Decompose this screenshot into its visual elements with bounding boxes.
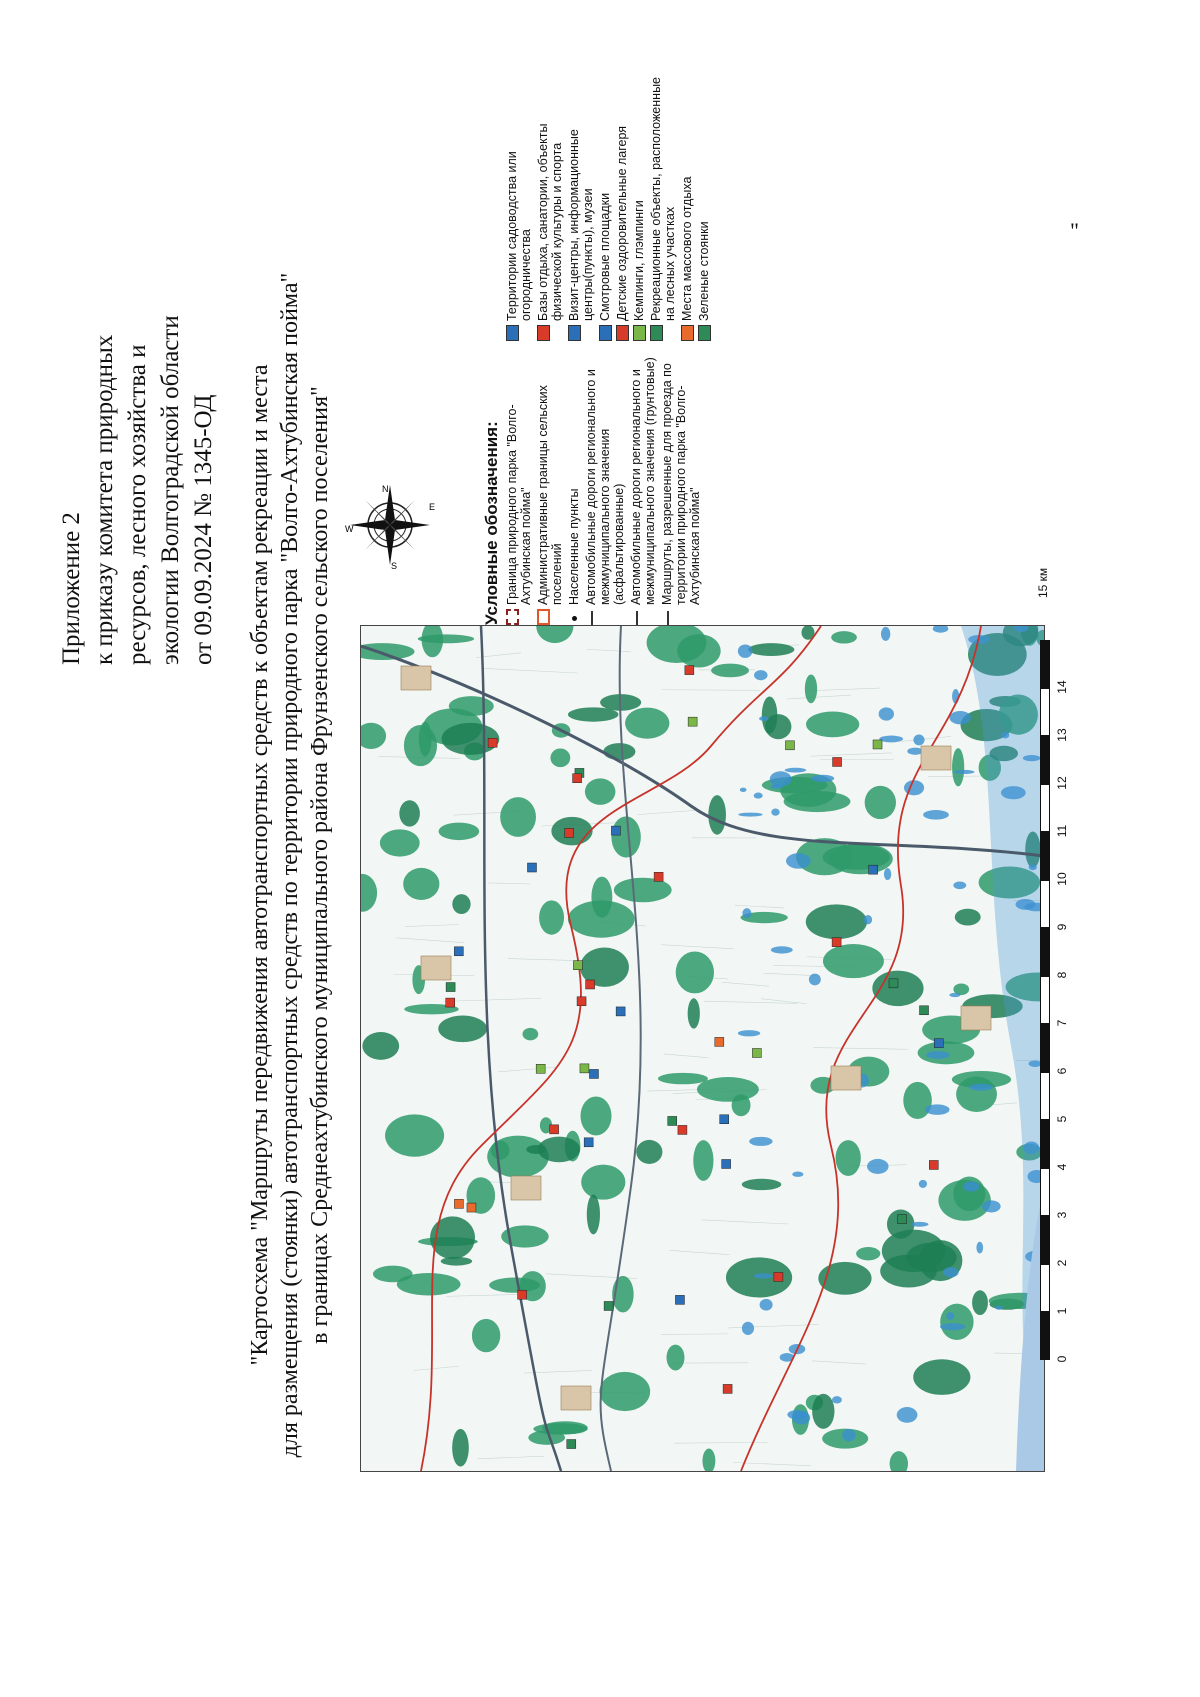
forest-patch xyxy=(439,823,480,840)
line-symbol-icon xyxy=(630,609,643,625)
poi-marker xyxy=(573,961,582,970)
poi-marker xyxy=(580,1064,589,1073)
settlement xyxy=(961,1006,991,1030)
poi-marker xyxy=(833,757,842,766)
header-line: к приказу комитета природных xyxy=(91,334,118,665)
line-symbol-icon xyxy=(585,609,598,625)
forest-patch xyxy=(452,894,470,914)
water-body xyxy=(946,1312,954,1320)
forest-patch xyxy=(430,1216,475,1259)
water-body xyxy=(884,868,891,880)
water-body xyxy=(749,1137,772,1146)
poi-marker xyxy=(678,1125,687,1134)
scale-segment xyxy=(1040,832,1050,880)
water-body xyxy=(879,707,894,720)
poi-marker xyxy=(869,865,878,874)
compass-rose-icon xyxy=(345,480,435,570)
map-canvas[interactable] xyxy=(361,626,1044,1471)
scale-tick-label: 0 xyxy=(1055,1355,1069,1363)
legend-poi-label: Территории садоводства или огородничества xyxy=(505,151,533,321)
scale-tick-label: 2 xyxy=(1055,1259,1069,1267)
poi-marker xyxy=(785,741,794,750)
poi-marker xyxy=(584,1138,593,1147)
legend-item-label: Автомобильные дороги регионального и межмуниципального значения (асфальтированные) xyxy=(584,369,626,605)
forest-patch xyxy=(452,1429,469,1467)
forest-patch xyxy=(913,1359,970,1395)
forest-patch xyxy=(380,829,420,856)
forest-patch xyxy=(587,1194,600,1234)
scale-segment xyxy=(1040,688,1050,736)
scale-tick-label: 3 xyxy=(1055,1211,1069,1219)
forest-patch xyxy=(762,696,778,734)
legend-item xyxy=(584,355,626,625)
poi-marker xyxy=(675,1295,684,1304)
scale-tick-label: 13 xyxy=(1055,728,1069,742)
settlement xyxy=(921,746,951,770)
forest-patch xyxy=(806,904,867,939)
poi-marker xyxy=(565,828,574,837)
legend-item xyxy=(536,355,564,625)
forest-patch xyxy=(697,1077,759,1102)
water-body xyxy=(742,1322,754,1335)
forest-patch xyxy=(784,791,851,812)
poi-marker xyxy=(715,1037,724,1046)
forest-patch xyxy=(526,1145,546,1154)
water-body xyxy=(742,908,751,918)
water-body xyxy=(949,711,970,724)
scale-segment xyxy=(1040,928,1050,976)
admin-symbol-icon xyxy=(537,609,550,625)
scale-segment xyxy=(1040,1264,1050,1312)
water-body xyxy=(786,853,811,868)
water-body xyxy=(738,1030,760,1036)
forest-patch xyxy=(500,797,536,837)
poi-marker xyxy=(488,738,497,747)
legend-poi-label: Места массового отдыха xyxy=(680,176,694,321)
scale-tick-label: 1 xyxy=(1055,1307,1069,1315)
poi-marker xyxy=(454,947,463,956)
water-body xyxy=(771,946,793,953)
legend-poi-label: Зеленые стоянки xyxy=(697,221,711,321)
poi-marker xyxy=(688,717,697,726)
water-body xyxy=(995,1306,1003,1310)
forest-patch xyxy=(676,951,714,993)
water-body xyxy=(759,716,769,721)
water-body xyxy=(832,1396,842,1403)
poi-marker xyxy=(720,1115,729,1124)
poi-marker xyxy=(616,1007,625,1016)
poi-marker xyxy=(586,980,595,989)
forest-patch xyxy=(522,1028,538,1040)
poi-marker xyxy=(446,983,455,992)
poi-marker xyxy=(577,997,586,1006)
poi-marker-icon xyxy=(650,325,663,341)
poi-marker-icon xyxy=(599,325,612,341)
forest-patch xyxy=(528,1430,565,1444)
compass-n: N xyxy=(382,484,389,494)
poi-marker-icon xyxy=(506,325,519,341)
scale-tick-label: 6 xyxy=(1055,1067,1069,1075)
header-line: от 09.09.2024 № 1345-ОД xyxy=(190,394,217,665)
water-body xyxy=(738,813,762,817)
legend-item-label: Граница природного парка "Волго-Ахтубинская пойма" xyxy=(505,404,533,605)
forest-patch xyxy=(882,1230,946,1272)
forest-patch xyxy=(812,1394,834,1429)
forest-patch xyxy=(403,868,439,900)
legend-poi-item xyxy=(505,71,533,341)
water-body xyxy=(982,1200,1001,1212)
poi-marker xyxy=(589,1069,598,1078)
water-body xyxy=(926,1051,950,1059)
water-body xyxy=(738,644,753,657)
poi-marker-icon xyxy=(568,325,581,341)
forest-patch xyxy=(599,1372,650,1411)
poi-marker-icon xyxy=(633,325,646,341)
water-body xyxy=(754,670,767,680)
water-body xyxy=(911,1222,929,1227)
water-body xyxy=(740,788,747,792)
forest-patch xyxy=(805,674,817,703)
legend-item xyxy=(567,355,581,625)
scale-tick-label: 5 xyxy=(1055,1115,1069,1123)
forest-patch xyxy=(441,1257,472,1266)
scale-segment xyxy=(1040,1024,1050,1072)
scale-tick-label: 7 xyxy=(1055,1019,1069,1027)
forest-patch xyxy=(972,1290,988,1315)
compass-e: E xyxy=(429,502,435,512)
poi-marker xyxy=(567,1440,576,1449)
water-body xyxy=(770,771,792,786)
poi-marker xyxy=(685,666,694,675)
forest-patch xyxy=(472,1319,500,1352)
legend-item-label: Маршруты, разрешенные для проезда по территории природного парка "Волго-Ахтубинская пойма" xyxy=(660,363,702,605)
scale-tick-label: 10 xyxy=(1055,872,1069,886)
forest-patch xyxy=(385,1114,444,1156)
legend-poi-label: Смотровые площадки xyxy=(598,192,612,321)
water-body xyxy=(771,809,779,816)
forest-patch xyxy=(865,786,896,819)
settlement xyxy=(561,1386,591,1410)
header-line: ресурсов, лесного хозяйства и xyxy=(124,344,151,665)
title-line: в границах Среднеахтубинского муниципального района Фрунзенского сельского поселения" xyxy=(307,386,333,1344)
settlement xyxy=(511,1176,541,1200)
compass-s: S xyxy=(391,561,398,570)
poi-marker xyxy=(527,863,536,872)
forest-patch xyxy=(399,800,420,826)
forest-patch xyxy=(856,1247,880,1260)
legend-column-lines xyxy=(505,355,711,625)
water-body xyxy=(792,1172,803,1177)
scale-unit-label: 15 км xyxy=(1036,567,1050,598)
boundary-symbol-icon xyxy=(506,609,519,625)
scale-segment xyxy=(1040,1120,1050,1168)
forest-patch xyxy=(438,1015,487,1042)
forest-patch xyxy=(550,748,570,767)
legend-poi-item xyxy=(615,71,629,341)
poi-marker xyxy=(536,1064,545,1073)
poi-marker xyxy=(454,1199,463,1208)
appendix-header xyxy=(55,25,220,665)
forest-patch xyxy=(603,743,635,760)
forest-patch xyxy=(568,707,618,721)
scale-bar-segments xyxy=(1040,640,1050,1360)
poi-marker xyxy=(722,1159,731,1168)
water-body xyxy=(913,734,924,745)
poi-marker xyxy=(446,998,455,1007)
water-body xyxy=(904,780,924,795)
forest-patch xyxy=(585,778,616,804)
water-body xyxy=(809,974,821,986)
forest-patch xyxy=(611,816,640,857)
water-body xyxy=(954,770,974,774)
forest-patch xyxy=(693,1140,713,1181)
forest-patch xyxy=(489,1278,540,1293)
settlement xyxy=(831,1066,861,1090)
forest-patch xyxy=(940,1304,973,1340)
water-body xyxy=(925,1104,950,1115)
legend-poi-item xyxy=(536,71,564,341)
water-body xyxy=(963,1181,979,1191)
legend-item-label: Населенные пункты xyxy=(567,488,581,605)
poi-marker xyxy=(611,826,620,835)
scale-tick-label: 12 xyxy=(1055,776,1069,790)
poi-marker-icon xyxy=(698,325,711,341)
legend-poi-label: Визит-центры, информационные центры(пункты), музеи xyxy=(567,129,595,321)
poi-marker-icon xyxy=(537,325,550,341)
water-body xyxy=(923,810,949,820)
map-title xyxy=(245,180,335,1550)
water-body xyxy=(864,915,872,924)
water-body xyxy=(952,689,959,704)
poi-marker xyxy=(467,1203,476,1212)
legend-column-poi xyxy=(505,71,711,341)
forest-patch xyxy=(806,711,859,737)
forest-patch xyxy=(742,1179,782,1190)
scale-segment xyxy=(1040,736,1050,784)
poi-marker xyxy=(929,1160,938,1169)
poi-marker-icon xyxy=(681,325,694,341)
forest-patch xyxy=(836,1140,861,1176)
scale-segment xyxy=(1040,1312,1050,1360)
water-body xyxy=(787,1410,807,1419)
legend-poi-label: Рекреационные объекты, расположенные на лесных участках xyxy=(649,76,677,321)
compass-w: W xyxy=(345,524,354,534)
forest-patch xyxy=(823,944,884,978)
forest-patch xyxy=(373,1266,413,1283)
forest-patch xyxy=(491,1141,510,1160)
legend-heading: Условные обозначения: xyxy=(482,421,501,625)
legend-item-label: Административные границы сельских поселений xyxy=(536,385,564,605)
water-body xyxy=(976,1242,983,1254)
legend-item xyxy=(629,355,657,625)
scale-segment xyxy=(1040,1072,1050,1120)
scale-segment xyxy=(1040,784,1050,832)
scale-tick-label: 9 xyxy=(1055,923,1069,931)
forest-patch xyxy=(955,909,981,926)
forest-patch xyxy=(539,900,564,934)
forest-patch xyxy=(748,643,794,656)
legend-poi-item xyxy=(567,71,595,341)
water-body xyxy=(811,775,834,782)
forest-patch xyxy=(625,708,669,739)
poi-marker xyxy=(573,774,582,783)
settlement xyxy=(421,956,451,980)
header-line: экологии Волгоградской области xyxy=(157,315,184,665)
poi-marker xyxy=(604,1301,613,1310)
legend xyxy=(482,35,1002,625)
forest-patch xyxy=(831,631,857,643)
forest-patch xyxy=(568,900,635,937)
forest-patch xyxy=(636,1140,662,1164)
poi-marker xyxy=(723,1384,732,1393)
scale-segment xyxy=(1040,640,1050,688)
legend-poi-label: Кемпинги, глэмпинги xyxy=(632,200,646,321)
water-body xyxy=(785,768,807,773)
forest-patch xyxy=(903,1082,932,1119)
scale-tick-label: 8 xyxy=(1055,971,1069,979)
legend-poi-item xyxy=(632,71,646,341)
forest-patch xyxy=(952,748,964,786)
legend-poi-item xyxy=(598,71,612,341)
water-body xyxy=(842,1429,855,1441)
water-body xyxy=(754,1273,773,1278)
legend-item xyxy=(660,355,702,625)
scale-tick-label: 11 xyxy=(1055,824,1069,838)
line-symbol-icon xyxy=(661,609,674,625)
water-body xyxy=(969,1084,993,1091)
title-line: "Картосхема "Маршруты передвижения автотранспортных средств к объектам рекреации и места xyxy=(247,364,273,1366)
forest-patch xyxy=(666,1345,684,1371)
poi-marker-icon xyxy=(616,325,629,341)
water-body xyxy=(881,627,890,641)
legend-poi-label: Базы отдыха, санатории, объекты физической культуры и спорта xyxy=(536,123,564,321)
poi-marker xyxy=(752,1048,761,1057)
forest-patch xyxy=(580,1096,611,1135)
poi-marker xyxy=(934,1039,943,1048)
poi-marker xyxy=(898,1215,907,1224)
water-body xyxy=(867,1159,889,1174)
poi-marker xyxy=(550,1125,559,1134)
legend-poi-item xyxy=(680,71,694,341)
scale-tick-label: 4 xyxy=(1055,1163,1069,1171)
poi-marker xyxy=(873,740,882,749)
forest-patch xyxy=(658,1073,708,1084)
forest-patch xyxy=(581,1165,625,1200)
poi-marker xyxy=(774,1272,783,1281)
dot-symbol-icon xyxy=(568,609,581,625)
forest-patch xyxy=(711,664,749,678)
water-body xyxy=(940,1323,965,1330)
poi-marker xyxy=(832,938,841,947)
water-body xyxy=(943,1267,958,1277)
poi-marker xyxy=(654,872,663,881)
settlement xyxy=(401,666,431,690)
map-panel[interactable] xyxy=(360,625,1045,1472)
water-body xyxy=(879,736,903,743)
legend-poi-item xyxy=(697,71,711,341)
scale-segment xyxy=(1040,880,1050,928)
scale-tick-label: 14 xyxy=(1055,680,1069,694)
forest-patch xyxy=(708,795,726,834)
closing-quote: " xyxy=(1070,218,1079,243)
title-line: для размещения (стоянки) автотранспортных средств по территории природного парка "Волго-Ахтубинская пойма" xyxy=(277,272,303,1458)
poi-marker xyxy=(920,1006,929,1015)
scale-segment xyxy=(1040,976,1050,1024)
water-body xyxy=(953,881,966,889)
legend-poi-item xyxy=(649,71,677,341)
poi-marker xyxy=(668,1116,677,1125)
legend-poi-label: Детские оздоровительные лагеря xyxy=(615,125,629,321)
water-body xyxy=(897,1407,918,1423)
scale-segment xyxy=(1040,1216,1050,1264)
legend-item-label: Автомобильные дороги регионального и межмуниципального значения (грунтовые) xyxy=(629,357,657,605)
poi-marker xyxy=(889,979,898,988)
scale-segment xyxy=(1040,1168,1050,1216)
forest-patch xyxy=(362,1032,399,1060)
poi-marker xyxy=(518,1290,527,1299)
scale-bar xyxy=(1040,640,1070,1363)
legend-item xyxy=(505,355,533,625)
water-body xyxy=(754,793,763,799)
header-line: Приложение 2 xyxy=(58,512,85,665)
water-body xyxy=(949,993,960,997)
water-body xyxy=(919,1180,927,1188)
forest-patch xyxy=(688,998,700,1028)
water-body xyxy=(760,1299,773,1311)
